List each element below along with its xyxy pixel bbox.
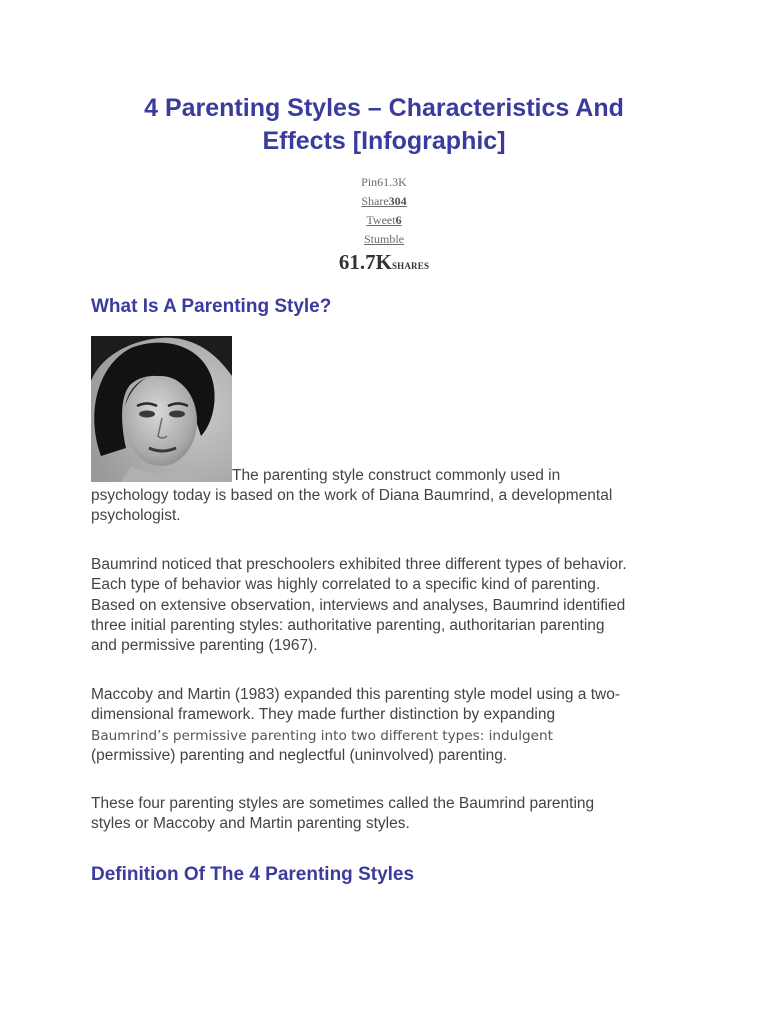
section-heading-definition: Definition Of The 4 Parenting Styles xyxy=(91,864,415,885)
tweet-label: Tweet xyxy=(366,213,396,227)
para3-line-3: Baumrind’s permissive parenting into two different types: indulgent xyxy=(91,727,553,744)
pin-count: 61.3K xyxy=(377,175,407,189)
stumble-share-link[interactable]: Stumble xyxy=(363,232,404,246)
facebook-share-link[interactable] xyxy=(361,194,406,208)
share-count: 304 xyxy=(388,194,407,208)
baumrind-behavior-paragraph xyxy=(91,555,691,656)
para2-line-2: Each type of behavior was highly correlated to a specific kind of parenting. xyxy=(91,576,601,594)
para3-line-2: dimensional framework. They made further distinction by expanding xyxy=(91,706,556,724)
pin-label: Pin xyxy=(361,175,378,189)
para3-line-4: (permissive) parenting and neglectful (uninvolved) parenting. xyxy=(91,746,508,764)
pin-share[interactable] xyxy=(0,173,768,192)
section-heading-parenting-style: What Is A Parenting Style? xyxy=(91,296,332,317)
total-shares-count: 61.7K xyxy=(338,250,392,274)
intro-paragraph xyxy=(91,486,691,527)
four-styles-paragraph xyxy=(91,794,691,835)
para2-line-1: Baumrind noticed that preschoolers exhibited three different types of behavior. xyxy=(91,556,627,573)
article-title-line-1: 4 Parenting Styles – Characteristics And xyxy=(144,94,624,122)
para2-line-5: and permissive parenting (1967). xyxy=(91,637,318,655)
share-label: Share xyxy=(361,194,389,208)
para4-line-1: These four parenting styles are sometimes called the Baumrind parenting xyxy=(91,795,595,812)
diana-baumrind-portrait xyxy=(91,336,232,482)
article-title-line-2: Effects [Infographic] xyxy=(262,127,506,155)
maccoby-martin-paragraph xyxy=(91,685,691,766)
share-bar xyxy=(0,173,768,249)
para2-line-3: Based on extensive observation, interviews and analyses, Baumrind identified xyxy=(91,596,626,614)
total-shares xyxy=(0,250,768,275)
intro-line-2: psychology today is based on the work of Diana Baumrind, a developmental xyxy=(91,487,613,504)
para4-line-2: styles or Maccoby and Martin parenting styles. xyxy=(91,815,410,833)
intro-paragraph-first-line: The parenting style construct commonly used in xyxy=(232,467,561,484)
para2-line-4: three initial parenting styles: authoritative parenting, authoritarian parenting xyxy=(91,616,605,634)
total-shares-label: SHARES xyxy=(391,261,430,271)
tweet-share-link[interactable] xyxy=(366,213,401,227)
intro-line-3: psychologist. xyxy=(91,507,181,525)
article-title xyxy=(0,92,768,158)
para3-line-1: Maccoby and Martin (1983) expanded this parenting style model using a two- xyxy=(91,686,621,703)
tweet-count: 6 xyxy=(395,213,402,227)
